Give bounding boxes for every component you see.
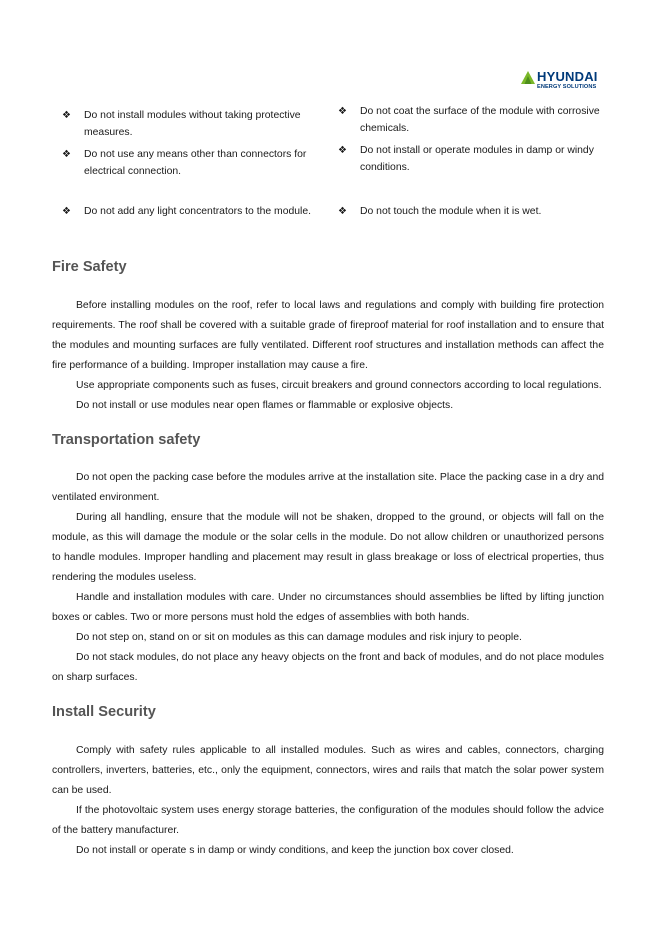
paragraph: Before installing modules on the roof, refer to local laws and regulations and comply with building fire protection requirements. The roof shall be covered with a suitable grade of fireproof material for roof installation and to ensure that the modules and mounting surfaces are fully ventilated. Different roof structures and installation methods can affect the fire performance of a building. Improper installation may cause a fire. — [52, 300, 604, 371]
bullet-text: Do not install modules without taking protective measures. — [84, 110, 301, 138]
paragraph: Do not install or use modules near open flames or flammable or explosive objects. — [76, 400, 454, 411]
install-security-heading: Install Security — [52, 704, 156, 720]
paragraph: Do not stack modules, do not place any heavy objects on the front and back of modules, and do not place modules on sharp surfaces. — [52, 652, 604, 683]
diamond-bullet-icon: ❖ — [338, 106, 347, 117]
paragraph: If the photovoltaic system uses energy storage batteries, the configuration of the modules should follow the advice of the battery manufacturer. — [52, 805, 604, 836]
transportation-safety-body — [52, 468, 604, 688]
bullet-text: Do not touch the module when it is wet. — [360, 206, 542, 217]
install-security-body — [52, 741, 604, 861]
logo-triangle-icon — [521, 71, 535, 84]
diamond-bullet-icon: ❖ — [62, 149, 71, 160]
paragraph: During all handling, ensure that the module will not be shaken, dropped to the ground, or objects will fall on the module, as this will damage the module or the solar cells in the module. Do not allow children or unauthorized persons to handle modules. Improper handling and placement may result in glass breakage or loss of electrical properties, thus rendering the modules useless. — [52, 512, 604, 583]
transportation-safety-heading: Transportation safety — [52, 432, 201, 448]
bullet-text: Do not coat the surface of the module with corrosive chemicals. — [360, 106, 600, 134]
paragraph: Do not install or operate s in damp or windy conditions, and keep the junction box cover closed. — [76, 845, 514, 856]
diamond-bullet-icon: ❖ — [338, 206, 347, 217]
logo-brand: HYUNDAI — [537, 69, 598, 84]
paragraph: Do not step on, stand on or sit on modules as this can damage modules and risk injury to people. — [76, 632, 522, 643]
paragraph: Comply with safety rules applicable to all installed modules. Such as wires and cables, connectors, charging controllers, inverters, batteries, etc., only the equipment, connectors, wires and rails that match the solar power system can be used. — [52, 745, 604, 796]
hyundai-logo — [521, 70, 607, 94]
diamond-bullet-icon: ❖ — [62, 206, 71, 217]
bullet-text: Do not add any light concentrators to the module. — [84, 206, 312, 217]
bullet-text: Do not install or operate modules in damp or windy conditions. — [360, 145, 594, 173]
logo-subtitle: ENERGY SOLUTIONS — [537, 84, 597, 90]
fire-safety-heading: Fire Safety — [52, 259, 127, 275]
paragraph: Use appropriate components such as fuses, circuit breakers and ground connectors according to local regulations. — [76, 380, 602, 391]
bullet-text: Do not use any means other than connectors for electrical connection. — [84, 149, 307, 177]
fire-safety-body — [52, 296, 604, 416]
paragraph: Do not open the packing case before the modules arrive at the installation site. Place the packing case in a dry and ventilated environment. — [52, 472, 604, 503]
paragraph: Handle and installation modules with care. Under no circumstances should assemblies be lifted by lifting junction boxes or cables. Two or more persons must hold the edges of assemblies with both hands. — [52, 592, 604, 623]
diamond-bullet-icon: ❖ — [338, 145, 347, 156]
diamond-bullet-icon: ❖ — [62, 110, 71, 121]
